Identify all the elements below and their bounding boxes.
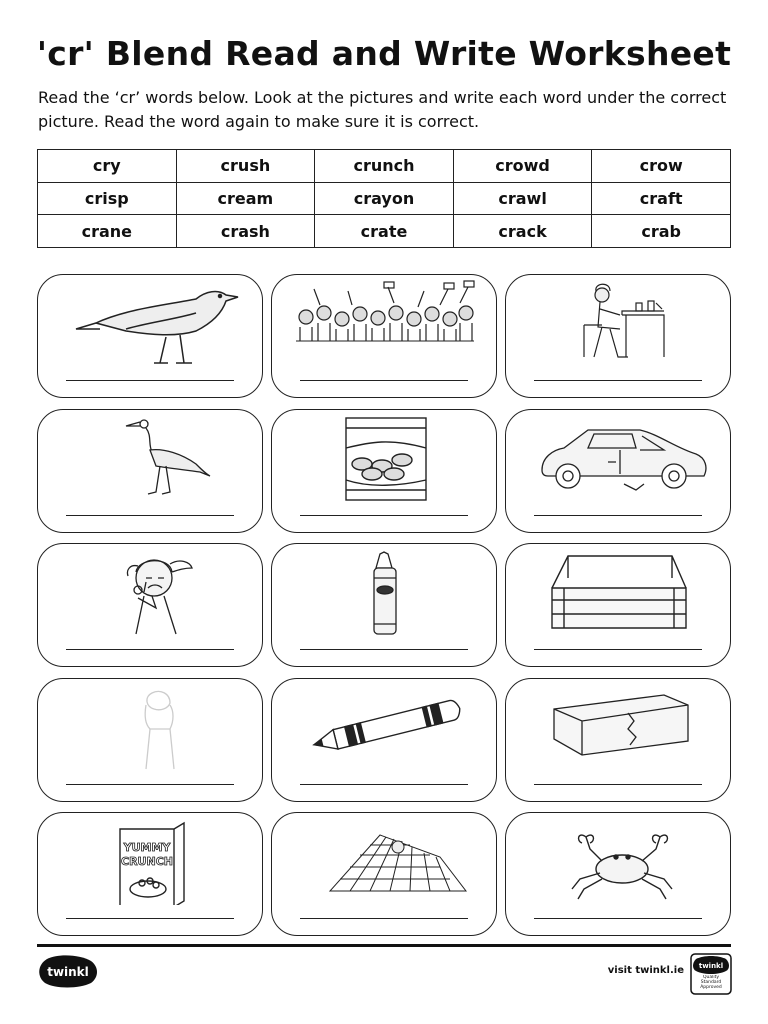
picture-card — [271, 678, 497, 802]
answer-line[interactable] — [300, 918, 468, 919]
word-bank-table — [37, 149, 731, 248]
picture-card — [37, 678, 263, 802]
answer-line[interactable] — [534, 918, 702, 919]
answer-line[interactable] — [66, 784, 234, 785]
visit-link[interactable]: visit twinkl.ie — [607, 965, 684, 976]
picture-card — [505, 274, 731, 398]
word-cell: crane — [38, 215, 177, 248]
picture-card — [37, 812, 263, 936]
logo-text: twinkl — [47, 965, 89, 979]
word-cell: crayon — [315, 182, 454, 215]
footer-divider — [37, 944, 731, 947]
picture-card — [505, 409, 731, 533]
answer-line[interactable] — [534, 515, 702, 516]
cry-icon — [56, 548, 246, 636]
picture-card — [271, 274, 497, 398]
word-cell: crack — [453, 215, 592, 248]
answer-line[interactable] — [66, 649, 234, 650]
crunch-icon — [56, 817, 246, 905]
answer-line[interactable] — [534, 784, 702, 785]
badge-text: Quality Standard Approved — [700, 975, 722, 990]
answer-line[interactable] — [66, 918, 234, 919]
answer-line[interactable] — [534, 380, 702, 381]
word-cell: craft — [592, 182, 731, 215]
word-cell: crash — [176, 215, 315, 248]
word-cell: crow — [592, 150, 731, 183]
craft-icon — [524, 279, 714, 367]
word-cell: crate — [315, 215, 454, 248]
crate-icon — [524, 548, 714, 636]
table-row — [38, 182, 731, 215]
answer-line[interactable] — [300, 784, 468, 785]
picture-card — [37, 409, 263, 533]
answer-line[interactable] — [300, 515, 468, 516]
picture-card — [505, 543, 731, 667]
answer-line[interactable] — [66, 515, 234, 516]
instructions: Read the ‘cr’ words below. Look at the pictures and write each word under the correct picture. Read the word again to make sure it is correct. — [38, 88, 727, 131]
crab-icon — [524, 817, 714, 905]
crane-icon — [56, 414, 246, 502]
word-cell: crawl — [453, 182, 592, 215]
twinkl-logo — [37, 953, 99, 989]
picture-card — [505, 812, 731, 936]
word-cell: cry — [38, 150, 177, 183]
crush-icon — [56, 683, 246, 771]
picture-card — [505, 678, 731, 802]
answer-line[interactable] — [300, 380, 468, 381]
picture-card — [271, 409, 497, 533]
table-row — [38, 150, 731, 183]
crack-icon — [524, 683, 714, 771]
word-cell: crowd — [453, 150, 592, 183]
answer-line[interactable] — [534, 649, 702, 650]
crisp-icon — [290, 414, 480, 502]
word-cell: cream — [176, 182, 315, 215]
crash-icon — [524, 414, 714, 502]
cream-icon — [290, 548, 480, 636]
quality-badge-icon — [690, 953, 732, 995]
picture-card — [37, 274, 263, 398]
cereal-box-line1: YUMMY — [123, 841, 171, 854]
word-cell: crab — [592, 215, 731, 248]
word-cell: crunch — [315, 150, 454, 183]
cereal-box-line2: CRUNCH — [121, 855, 173, 868]
picture-card — [271, 543, 497, 667]
answer-line[interactable] — [66, 380, 234, 381]
answer-line[interactable] — [300, 649, 468, 650]
picture-card — [37, 543, 263, 667]
table-row — [38, 215, 731, 248]
crawl-icon — [290, 817, 480, 905]
crowd-icon — [290, 279, 480, 367]
badge-brand: twinkl — [698, 962, 724, 970]
worksheet-title: 'cr' Blend Read and Write Worksheet — [36, 34, 732, 73]
word-cell: crush — [176, 150, 315, 183]
crayon-icon — [290, 683, 480, 771]
crow-icon — [56, 279, 246, 367]
word-cell: crisp — [38, 182, 177, 215]
picture-card — [271, 812, 497, 936]
